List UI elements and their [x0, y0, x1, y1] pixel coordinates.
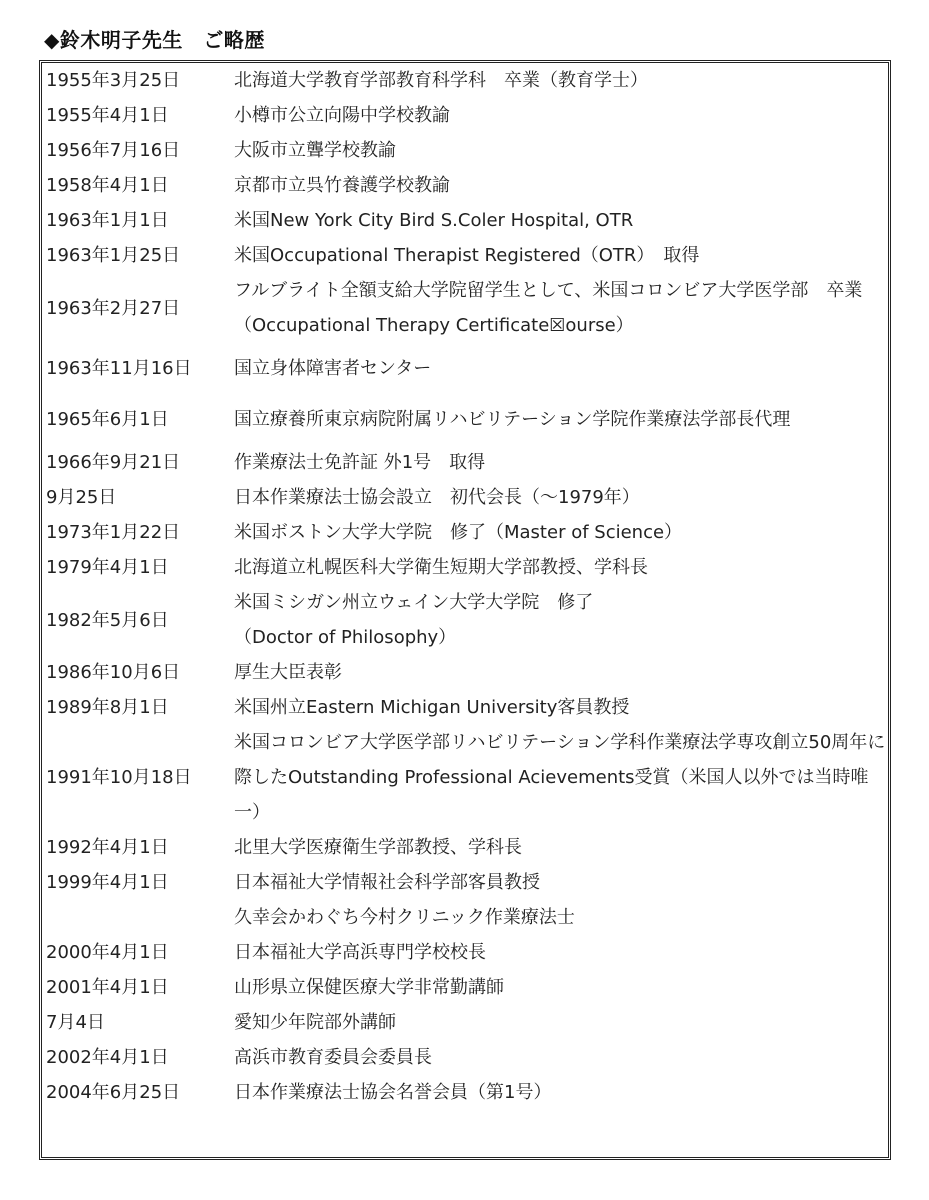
table-row	[42, 1040, 888, 1075]
table-row	[42, 515, 888, 550]
date-cell: 1963年11月16日	[46, 358, 192, 379]
date-cell: 1989年8月1日	[46, 697, 169, 718]
table-row	[42, 63, 888, 98]
table-row	[42, 445, 888, 480]
table-row	[42, 865, 888, 900]
date-cell: 1991年10月18日	[46, 767, 192, 788]
date-cell: 1979年4月1日	[46, 557, 169, 578]
table-row	[42, 98, 888, 133]
table-row	[42, 168, 888, 203]
date-cell: 2001年4月1日	[46, 977, 169, 998]
date-cell: 1992年4月1日	[46, 837, 169, 858]
date-cell: 2002年4月1日	[46, 1047, 169, 1068]
description-cell: 米国ミシガン州立ウェイン大学大学院 修了 （Doctor of Philosophy）	[234, 592, 594, 648]
description-cell: 米国州立Eastern Michigan University客員教授	[234, 697, 630, 718]
date-cell: 1963年2月27日	[46, 297, 181, 319]
table-row	[42, 970, 888, 1005]
date-cell: 1956年7月16日	[46, 140, 181, 161]
description-cell: 国立療養所東京病院附属リハビリテーション学院作業療法学部長代理	[234, 409, 791, 430]
table-row	[42, 480, 888, 515]
table-row	[42, 655, 888, 690]
description-cell: 北海道大学教育学部教育科学科 卒業（教育学士）	[234, 70, 648, 91]
description-cell: 国立身体障害者センター	[234, 358, 432, 379]
table-row	[42, 343, 888, 394]
table-row	[42, 1075, 888, 1110]
date-cell: 1982年5月6日	[46, 609, 169, 631]
description-cell: 北里大学医療衛生学部教授、学科長	[234, 837, 522, 858]
date-cell: 1966年9月21日	[46, 452, 181, 473]
description-cell: 米国Occupational Therapist Registered（OTR） 取得	[234, 245, 700, 266]
description-cell: 日本福祉大学高浜専門学校校長	[234, 942, 486, 963]
description-cell: 愛知少年院部外講師	[234, 1012, 396, 1033]
table-row	[42, 550, 888, 585]
description-cell: 米国New York City Bird S.Coler Hospital, OTR	[234, 210, 634, 231]
career-table	[42, 63, 888, 1110]
date-cell: 1963年1月25日	[46, 245, 181, 266]
description-cell: 厚生大臣表彰	[234, 662, 342, 683]
table-row	[42, 1005, 888, 1040]
table-row	[42, 585, 888, 655]
table-row	[42, 394, 888, 445]
description-cell: 日本作業療法士協会設立 初代会長（～1979年）	[234, 487, 640, 508]
date-cell: 2000年4月1日	[46, 942, 169, 963]
table-row	[42, 935, 888, 970]
date-cell: 1965年6月1日	[46, 409, 169, 430]
description-cell: 米国ボストン大学大学院 修了（Master of Science）	[234, 522, 683, 543]
description-cell: 大阪市立聾学校教諭	[234, 140, 396, 161]
description-cell: フルブライト全額支給大学院留学生として、米国コロンビア大学医学部 卒業（Occupational Therapy Certificate☒ourse）	[234, 280, 863, 336]
date-cell: 9月25日	[46, 487, 117, 508]
date-cell: 1955年3月25日	[46, 70, 181, 91]
date-cell: 1958年4月1日	[46, 175, 169, 196]
career-table-frame	[39, 60, 891, 1160]
date-cell: 1963年1月1日	[46, 210, 169, 231]
table-row	[42, 690, 888, 725]
table-row	[42, 133, 888, 168]
table-row	[42, 273, 888, 343]
date-cell	[42, 900, 234, 935]
description-cell: 高浜市教育委員会委員長	[234, 1047, 432, 1068]
table-row	[42, 830, 888, 865]
description-cell: 作業療法士免許証 外1号 取得	[234, 452, 486, 473]
description-cell: 小樽市公立向陽中学校教諭	[234, 105, 450, 126]
page-title: ◆鈴木明子先生 ご略歴	[44, 28, 265, 52]
date-cell: 1955年4月1日	[46, 105, 169, 126]
description-cell: 久幸会かわぐち今村クリニック作業療法士	[234, 907, 575, 928]
description-cell: 京都市立呉竹養護学校教諭	[234, 175, 450, 196]
date-cell: 1986年10月6日	[46, 662, 181, 683]
description-cell: 山形県立保健医療大学非常勤講師	[234, 977, 504, 998]
table-row	[42, 725, 888, 830]
description-cell: 北海道立札幌医科大学衛生短期大学部教授、学科長	[234, 557, 648, 578]
date-cell: 1999年4月1日	[46, 872, 169, 893]
date-cell: 2004年6月25日	[46, 1082, 181, 1103]
date-cell: 1973年1月22日	[46, 522, 181, 543]
table-row	[42, 238, 888, 273]
description-cell: 日本福祉大学情報社会科学部客員教授	[234, 872, 540, 893]
table-row	[42, 203, 888, 238]
description-cell: 米国コロンビア大学医学部リハビリテーション学科作業療法学専攻創立50周年に際したOutstanding Professional Acievements受賞（米国人以外では当時唯一）	[234, 732, 886, 823]
table-row	[42, 900, 888, 935]
description-cell: 日本作業療法士協会名誉会員（第1号）	[234, 1082, 552, 1103]
date-cell: 7月4日	[46, 1012, 105, 1033]
